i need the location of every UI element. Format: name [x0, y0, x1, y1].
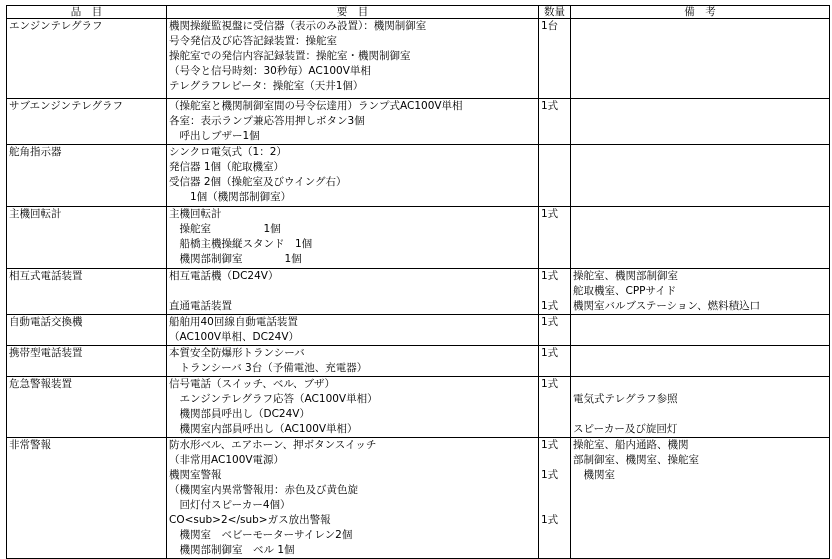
spec-cell-line: 主機回転計: [169, 208, 222, 220]
note-cell-line: 機関室バルブステーション、燃料積込口: [573, 300, 761, 312]
item-cell: エンジンテレグラフ: [7, 19, 167, 99]
spec-cell-line: 機関部員呼出し（DC24V）: [169, 408, 310, 420]
qty-cell-line: [541, 498, 568, 513]
note-cell: [571, 145, 830, 207]
spec-cell-line: [169, 284, 536, 299]
qty-cell-line: 1式: [541, 347, 559, 359]
spec-cell: [167, 99, 539, 145]
table-row: [7, 438, 830, 559]
qty-cell: [539, 145, 571, 207]
spec-cell-line: 船橋主機操縦スタンド 1個: [169, 238, 313, 250]
header-qty: 数量: [539, 6, 571, 19]
qty-cell: [539, 315, 571, 346]
qty-cell: [539, 99, 571, 145]
item-cell: 携帯型電話装置: [7, 346, 167, 377]
spec-cell-line: 受信器 2個（操舵室及びウイング右）: [169, 176, 347, 188]
equipment-table: [6, 5, 830, 559]
spec-cell: [167, 438, 539, 559]
spec-cell: [167, 346, 539, 377]
qty-cell-line: 1式: [541, 316, 559, 328]
qty-cell: [539, 269, 571, 315]
spec-cell-line: 操舵室 1個: [169, 223, 281, 235]
spec-cell-line: （号令と信号時刻：30秒毎）AC100V単相: [169, 65, 371, 77]
item-cell: 相互式電話装置: [7, 269, 167, 315]
spec-cell: [167, 19, 539, 99]
note-cell: [571, 99, 830, 145]
spec-cell-line: 機関室警報: [169, 469, 222, 481]
qty-cell-line: [541, 284, 568, 299]
spec-cell-line: 本質安全防爆形トランシーバ: [169, 347, 305, 359]
note-cell: [571, 438, 830, 559]
note-cell-line: スピーカー及び旋回灯: [573, 423, 678, 435]
item-cell: サブエンジンテレグラフ: [7, 99, 167, 145]
spec-cell-line: シンクロ電気式（1：2）: [169, 146, 287, 158]
table-row: [7, 315, 830, 346]
table-row: [7, 269, 830, 315]
spec-cell: [167, 315, 539, 346]
spec-cell-line: 各室：表示ランプ兼応答用押しボタン3個: [169, 115, 365, 127]
table-row: [7, 207, 830, 269]
spec-cell-line: 機関操縦監視盤に受信器（表示のみ設置）：機関制御室: [169, 20, 427, 32]
spec-cell-line: 発信器 1個（舵取機室）: [169, 161, 285, 173]
note-cell-line: 機関室: [573, 469, 615, 481]
spec-cell-line: 1個（機関部制御室）: [169, 191, 292, 203]
qty-cell-line: 1式: [541, 270, 559, 282]
qty-cell-line: [541, 453, 568, 468]
qty-cell-line: 1式: [541, 100, 559, 112]
spec-cell: [167, 269, 539, 315]
note-cell-line: 舵取機室、CPPサイド: [573, 285, 677, 297]
spec-cell-line: 操舵室での発信内容記録装置：操舵室・機関制御室: [169, 50, 411, 62]
spec-cell-line: 信号電話（スイッチ、ベル、ブザ）: [169, 378, 336, 390]
note-cell-line: 操舵室、機関部制御室: [573, 270, 678, 282]
note-cell-line: 部制御室、機関室、操舵室: [573, 454, 699, 466]
spec-cell-line: 直通電話装置: [169, 300, 232, 312]
item-cell: 舵角指示器: [7, 145, 167, 207]
qty-cell-line: 1式: [541, 439, 559, 451]
note-cell: [571, 315, 830, 346]
spec-cell-line: （機関室内異常警報用：赤色及び黄色旋: [169, 484, 358, 496]
spec-cell-line: CO<sub>2</sub>ガス放出警報: [169, 514, 331, 526]
spec-cell-line: 防水形ベル、エアホーン、押ボタンスイッチ: [169, 439, 377, 451]
qty-cell-line: 1式: [541, 208, 559, 220]
qty-cell-line: [541, 483, 568, 498]
spec-cell-line: 呼出しブザー1個: [169, 130, 260, 142]
table-row: [7, 145, 830, 207]
note-cell: [571, 377, 830, 438]
spec-cell-line: テレグラフレピータ：操舵室（天井1個）: [169, 80, 364, 92]
qty-cell-line: 1式: [541, 469, 559, 481]
spec-cell-line: エンジンテレグラフ応答（AC100V単相）: [169, 393, 378, 405]
item-cell: 自動電話交換機: [7, 315, 167, 346]
spec-cell-line: （非常用AC100V電源）: [169, 454, 285, 466]
spec-cell-line: トランシーバ 3台（予備電池、充電器）: [169, 362, 368, 374]
qty-cell: [539, 207, 571, 269]
note-cell-line: [573, 377, 827, 392]
header-note: 備 考: [571, 6, 830, 19]
spec-cell-line: 相互電話機（DC24V）: [169, 270, 279, 282]
qty-cell-line: 1式: [541, 378, 559, 390]
item-cell: 非常警報: [7, 438, 167, 559]
note-cell: [571, 346, 830, 377]
spec-cell-line: （操舵室と機関制御室間の号令伝達用）ランプ式AC100V単相: [169, 100, 463, 112]
spec-cell: [167, 145, 539, 207]
qty-cell: [539, 377, 571, 438]
qty-cell: [539, 19, 571, 99]
spec-cell-line: 機関部制御室 1個: [169, 253, 302, 265]
spec-cell-line: 船舶用40回線自動電話装置: [169, 316, 298, 328]
spec-cell-line: 機関室内部員呼出し（AC100V単相）: [169, 423, 358, 435]
header-spec: 要 目: [167, 6, 539, 19]
qty-cell: [539, 438, 571, 559]
spec-cell: [167, 377, 539, 438]
table-row: [7, 19, 830, 99]
item-cell: 危急警報装置: [7, 377, 167, 438]
qty-cell-line: 1式: [541, 300, 559, 312]
item-cell: 主機回転計: [7, 207, 167, 269]
spec-cell-line: 回灯付スピーカー4個）: [169, 499, 291, 511]
note-cell-line: 操舵室、船内通路、機関: [573, 439, 689, 451]
qty-cell: [539, 346, 571, 377]
note-cell: [571, 269, 830, 315]
table-row: [7, 377, 830, 438]
spec-cell-line: 機関室 ベビーモーターサイレン2個: [169, 529, 353, 541]
note-cell-line: 電気式テレグラフ参照: [573, 393, 678, 405]
note-cell: [571, 19, 830, 99]
spec-cell-line: （AC100V単相、DC24V）: [169, 331, 300, 343]
spec-cell: [167, 207, 539, 269]
header-row: [7, 6, 830, 19]
note-cell-line: [573, 407, 827, 422]
qty-cell-line: 1台: [541, 20, 559, 32]
spec-cell-line: 号令発信及び応答記録装置：操舵室: [169, 35, 337, 47]
header-item: 品 目: [7, 6, 167, 19]
table-row: [7, 99, 830, 145]
spec-cell-line: 機関部制御室 ベル 1個: [169, 544, 295, 556]
table-row: [7, 346, 830, 377]
note-cell: [571, 207, 830, 269]
qty-cell-line: 1式: [541, 514, 559, 526]
